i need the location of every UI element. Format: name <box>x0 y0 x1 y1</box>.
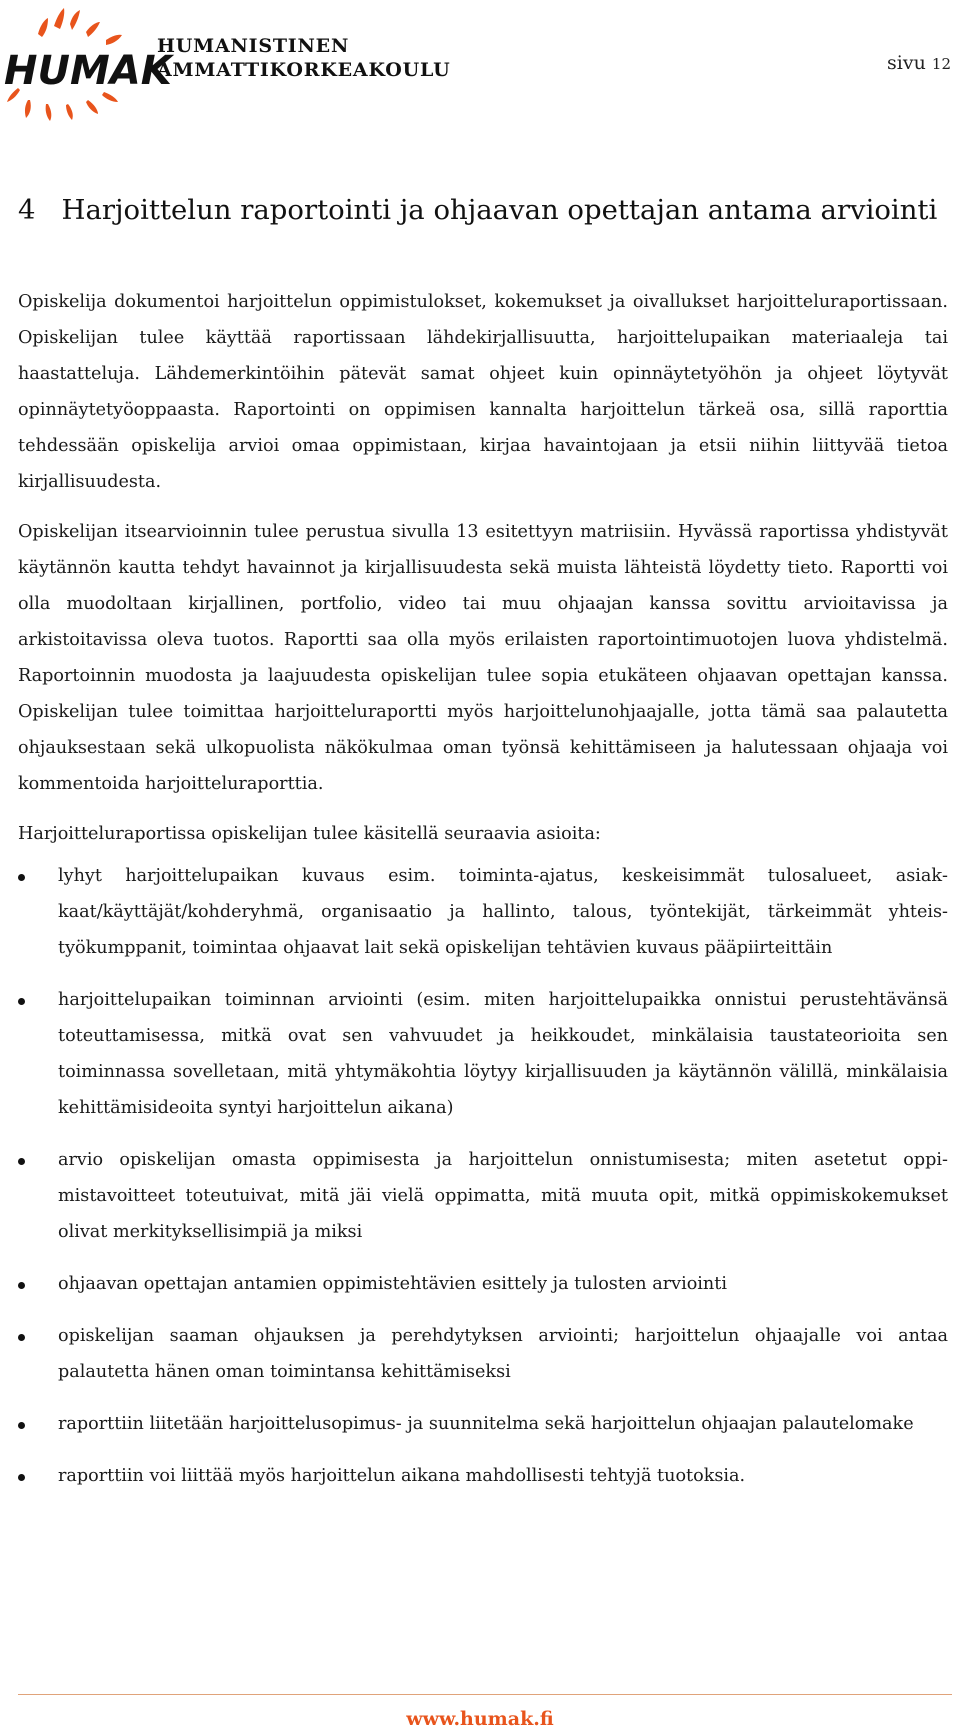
section-title: Harjoittelun raportointi ja ohjaavan opettajan antama arviointi <box>61 194 938 226</box>
section-heading <box>18 192 948 228</box>
list-intro: Harjoitteluraportissa opiskelijan tulee käsitellä seuraavia asioita: <box>18 824 601 844</box>
list-item <box>18 1458 948 1494</box>
bullet-icon <box>18 874 25 881</box>
logo-wordmark: HUMAK <box>4 48 172 94</box>
bullet-icon <box>18 1422 25 1429</box>
footer-divider <box>18 1694 952 1695</box>
list-item-text: opiskelijan saaman ohjauksen ja perehdytyksen arviointi; harjoittelun ohjaajalle voi antaa palautetta hänen oman toimintansa kehittämiseksi <box>58 1326 948 1382</box>
page-content <box>18 192 948 1510</box>
list-item <box>18 1142 948 1250</box>
paragraph-1: Opiskelija dokumentoi harjoittelun oppimistulokset, kokemukset ja oivallukset harjoitteluraportissaan. Opiskelijan tulee käyttää raportissaan lähdekirjallisuutta, harjoittelupaikan materiaaleja tai haastatteluja. Lähdemerkintöihin pätevät samat ohjeet kuin opinnäytetyöhön ja ohjeet löytyvät opinnäytetyöoppaasta. Raportointi on oppimisen kannalta harjoittelun tärkeä osa, sillä raporttia tehdessään opiskelija arvioi omaa oppimistaan, kirjaa havaintojaan ja etsii niihin liittyvää tietoa kirjallisuudesta. <box>18 292 948 492</box>
topic-list <box>18 858 948 1494</box>
paragraph-2: Opiskelijan itsearvioinnin tulee perustua sivulla 13 esitettyyn matriisiin. Hyvässä raportissa yhdistyvät käytännön kautta tehdyt havainnot ja kirjallisuudesta sekä muista lähteistä löydetty tieto. Raportti voi olla muodoltaan kirjallinen, portfolio, video tai muu ohjaajan kanssa sovittu arvioitavissa ja arkistoitavissa oleva tuotos. Raportti saa olla myös erilaisten raportointimuotojen luova yhdistelmä. Raportoinnin muodosta ja laajuudesta opiskelijan tulee sopia etukäteen ohjaavan opettajan kanssa. Opiskelijan tulee toimittaa harjoitteluraportti myös harjoittelunohjaajalle, jotta tämä saa palautetta ohjauksestaan sekä ulkopuolista näkökulmaa oman työnsä kehittämiseen ja halutessaan ohjaaja voi kommentoida harjoitteluraporttia. <box>18 522 948 794</box>
section-number: 4 <box>18 194 36 226</box>
bullet-icon <box>18 1334 25 1341</box>
bullet-icon <box>18 998 25 1005</box>
bullet-icon <box>18 1282 25 1289</box>
page-number-value: 12 <box>931 55 951 73</box>
list-item <box>18 1266 948 1302</box>
list-item-text: raporttiin liitetään harjoittelusopimus- ja suunnitelma sekä harjoittelun ohjaajan palautelomake <box>58 1414 914 1434</box>
list-item <box>18 858 948 966</box>
org-name-line-2: AMMATTIKORKEAKOULU <box>157 59 451 81</box>
list-item <box>18 982 948 1126</box>
humak-logo <box>2 4 172 122</box>
organization-name <box>157 34 451 82</box>
list-item <box>18 1406 948 1442</box>
list-item-text: raporttiin voi liittää myös harjoittelun aikana mahdollisesti tehtyjä tuotoksia. <box>58 1466 746 1486</box>
org-name-line-1: HUMANISTINEN <box>157 35 350 57</box>
list-item-text: arvio opiskelijan omasta oppimisesta ja harjoittelun onnistumisesta; miten asetetut oppimistavoitteet toteutuivat, mitä jäi vielä oppimatta, mitä muuta opit, mitkä oppimiskokemukset olivat merkityksellisimpiä ja miksi <box>58 1150 948 1242</box>
list-item-text: ohjaavan opettajan antamien oppimistehtävien esittely ja tulosten arviointi <box>58 1274 727 1294</box>
page-header <box>0 0 960 125</box>
list-item-text: lyhyt harjoittelupaikan kuvaus esim. toiminta-ajatus, keskeisimmät tulosalueet, asiakkaat/käyttäjät/kohderyhmä, organisaatio ja hallinto, talous, työntekijät, tärkeimmät yhteistyökumppanit, toimintaa ohjaavat lait sekä opiskelijan tehtävien kuvaus pääpiirteittäin <box>58 866 948 958</box>
page-number <box>887 52 951 74</box>
page-label: sivu <box>887 52 926 74</box>
footer-url-link[interactable]: www.humak.fi <box>406 1708 554 1730</box>
bullet-icon <box>18 1158 25 1165</box>
list-item <box>18 1318 948 1390</box>
list-item-text: harjoittelupaikan toiminnan arviointi (esim. miten harjoittelupaikka onnistui perustehtävänsä toteuttamisessa, mitkä ovat sen vahvuudet ja heikkoudet, minkälaisia taustateorioita sen toiminnassa sovelletaan, mitä yhtymäkohtia löytyy kirjallisuuden ja käytännön välillä, minkälaisia kehittämisideoita syntyi harjoittelun aikana) <box>58 990 948 1118</box>
bullet-icon <box>18 1474 25 1481</box>
